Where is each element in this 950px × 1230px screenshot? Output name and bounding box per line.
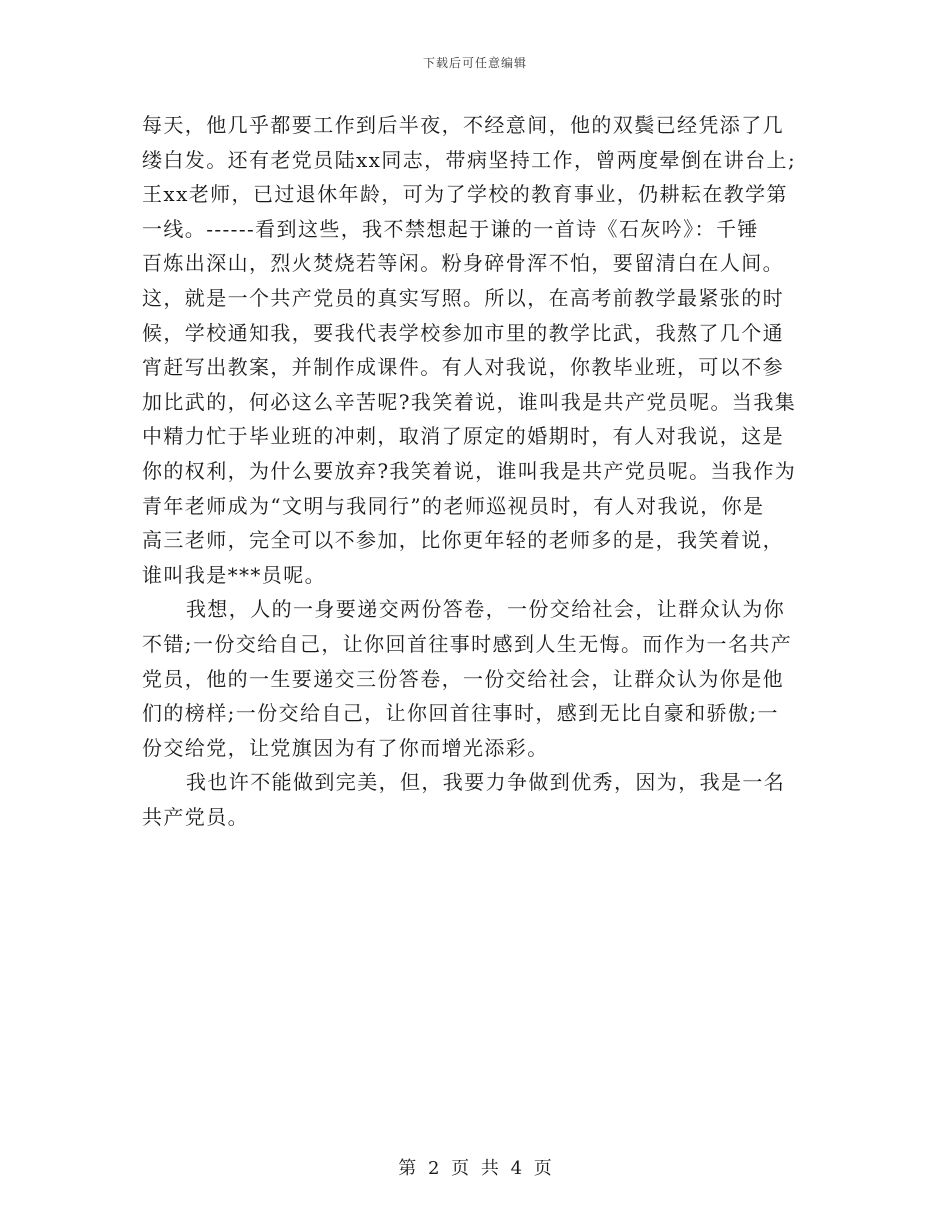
text-line: 高三老师，完全可以不参加，比你更年轻的老师多的是，我笑着说，: [142, 528, 784, 553]
text-line: 谁叫我是***员呢。: [142, 562, 326, 587]
paragraph-first-line: 我也许不能做到完美，但，我要力争做到优秀，因为，我是一名: [186, 770, 786, 795]
text-line: 青年老师成为“文明与我同行”的老师巡视员时，有人对我说，你是: [142, 493, 765, 518]
text-line: 们的榜样;一份交给自己，让你回首往事时，感到无比自豪和骄傲;一: [142, 701, 779, 726]
text-line: 共产党员。: [142, 804, 249, 829]
text-line: 百炼出深山，烈火焚烧若等闲。粉身碎骨浑不怕，要留清白在人间。: [142, 251, 784, 276]
text-line: 一线。------看到这些，我不禁想起于谦的一首诗《石灰吟》：千锤: [142, 216, 759, 241]
document-body: [142, 108, 810, 834]
page-number-footer: 第 2 页 共 4 页: [398, 1158, 552, 1179]
text-line: 每天，他几乎都要工作到后半夜，不经意间，他的双鬓已经凭添了几: [142, 113, 784, 137]
text-line: 你的权利，为什么要放弃?我笑着说，谁叫我是共产党员呢。当我作为: [142, 458, 797, 483]
text-line: 份交给党，让党旗因为有了你而增光添彩。: [142, 735, 549, 760]
paragraph-first-line: 我想，人的一身要递交两份答卷，一份交给社会，让群众认为你: [186, 597, 786, 622]
text-line: 中精力忙于毕业班的冲刺，取消了原定的婚期时，有人对我说，这是: [142, 424, 784, 449]
text-line: 不错;一份交给自己，让你回首往事时感到人生无悔。而作为一名共产: [142, 631, 793, 656]
text-line: 党员，他的一生要递交三份答卷，一份交给社会，让群众认为你是他: [142, 666, 784, 691]
text-line: 宵赶写出教案，并制作成课件。有人对我说，你教毕业班，可以不参: [142, 355, 784, 380]
text-line: 缕白发。还有老党员陆xx同志，带病坚持工作，曾两度晕倒在讲台上;: [142, 147, 797, 172]
page-header: 下载后可任意编辑: [422, 56, 527, 70]
text-line: 王xx老师，已过退休年龄，可为了学校的教育事业，仍耕耘在教学第: [142, 182, 788, 207]
text-line: 候，学校通知我，要我代表学校参加市里的教学比武，我熬了几个通: [142, 320, 784, 345]
text-line: 这，就是一个共产党员的真实写照。所以，在高考前教学最紧张的时: [142, 285, 784, 310]
text-line: 加比武的，何必这么辛苦呢?我笑着说，谁叫我是共产党员呢。当我集: [142, 389, 797, 414]
